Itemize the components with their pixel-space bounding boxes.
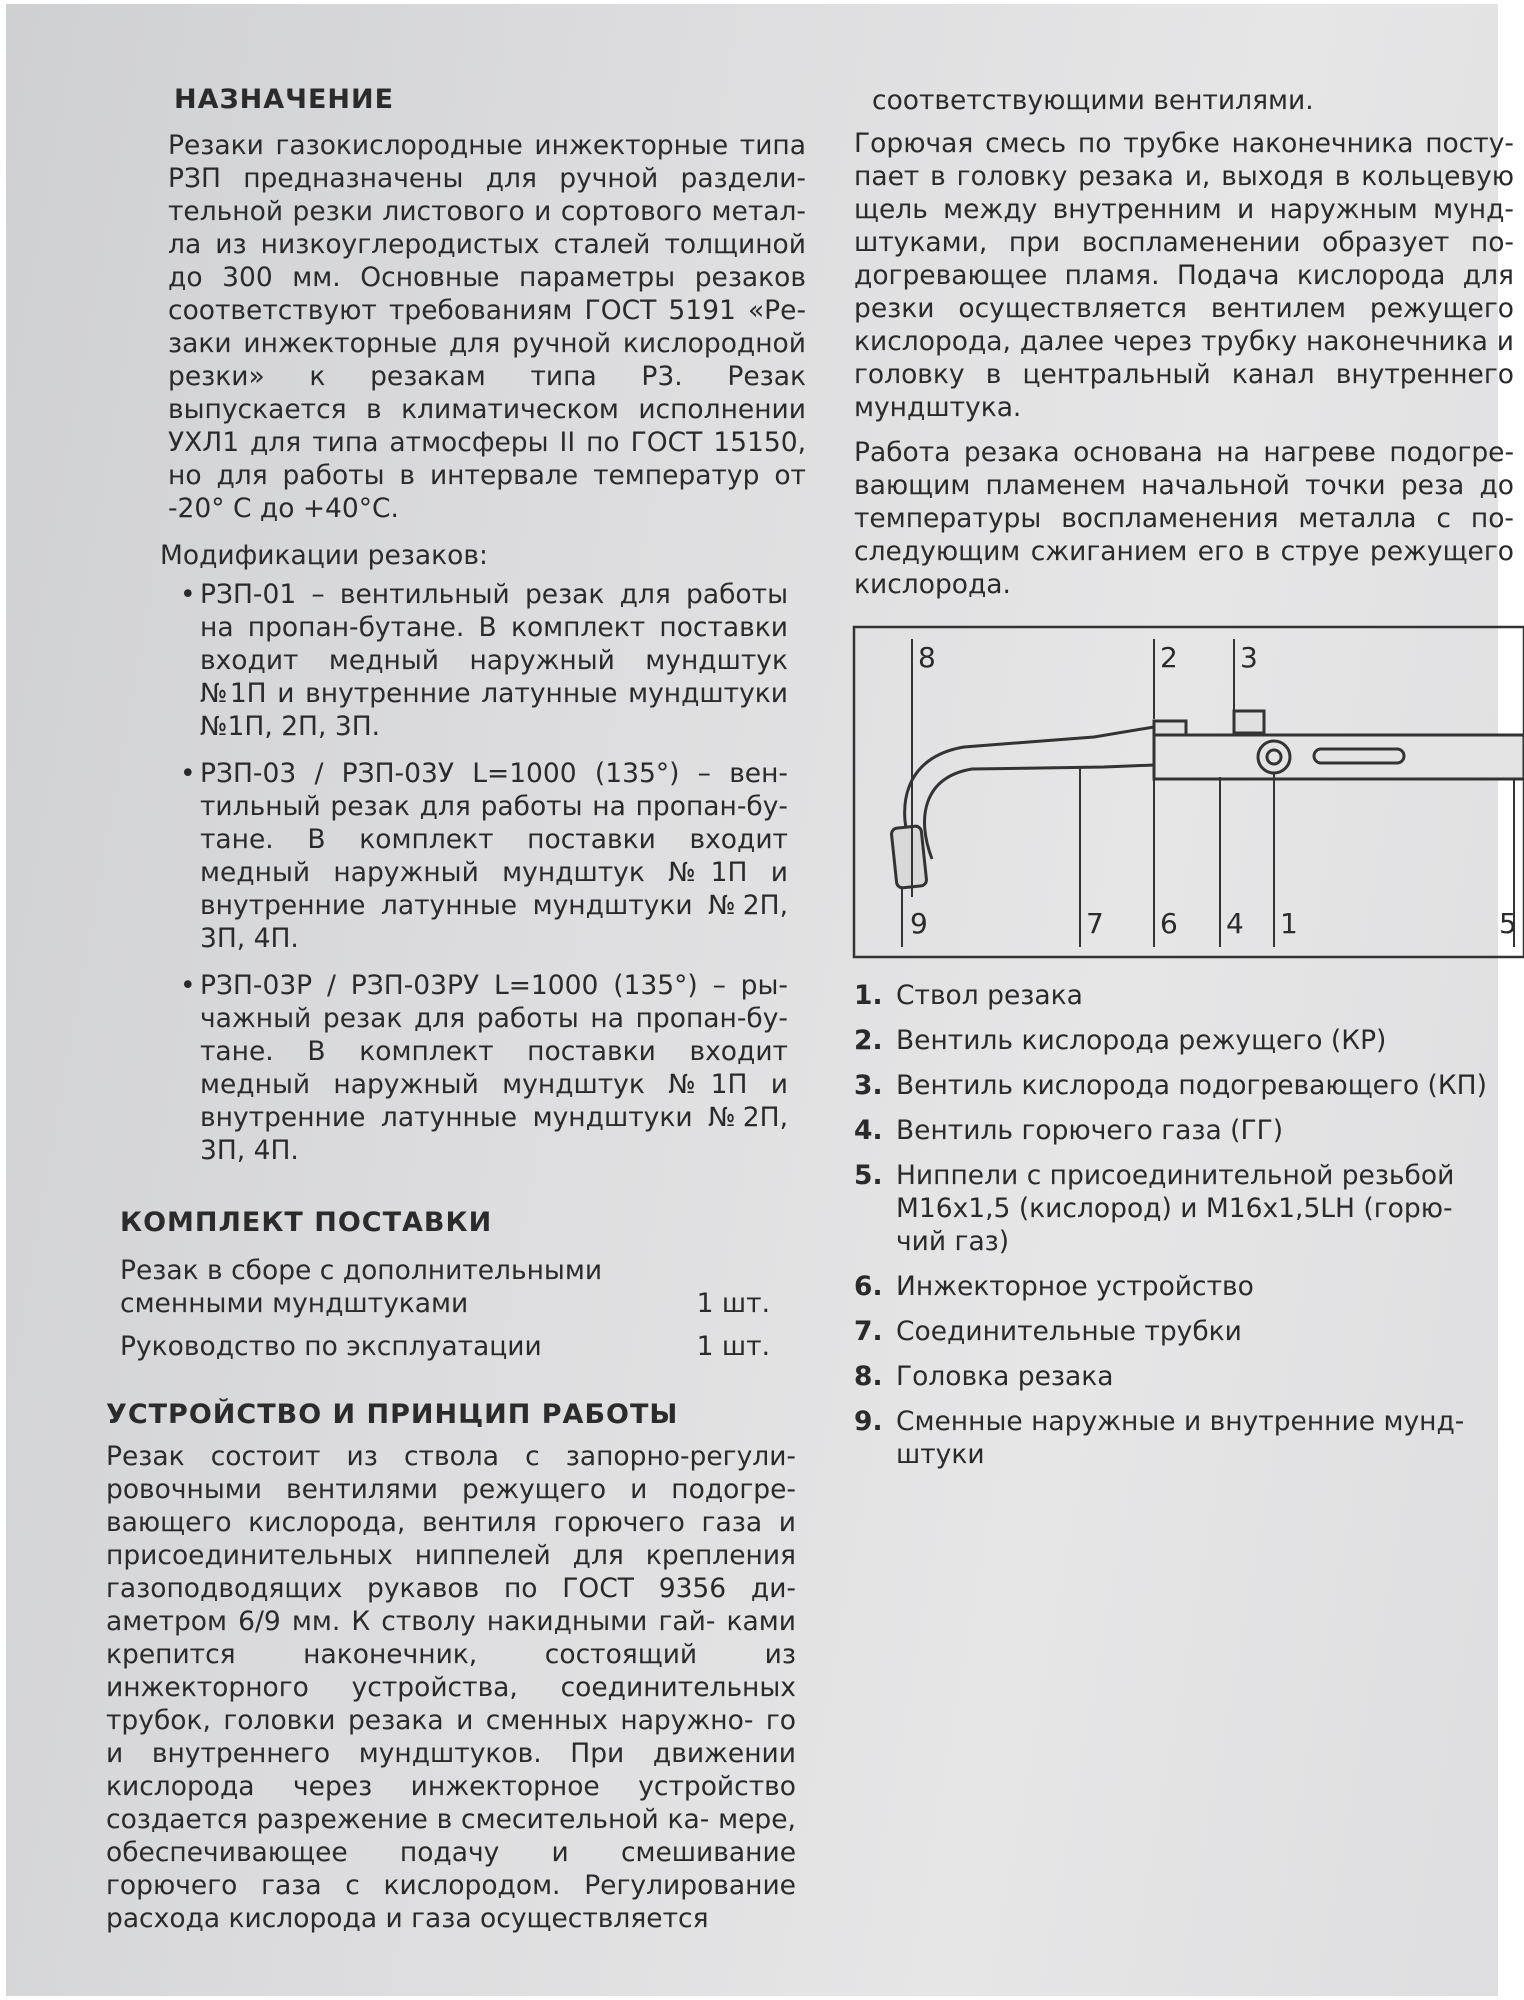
cutter-diagram [854,627,1524,967]
device-section [106,1399,806,1935]
modification-text: РЗП-03 / РЗП-03У L=1000 (135°) – вен- тильный резак для работы на пропан-бу- тане. В комплект поставки входит медный наружный мундштук №1П и внутренние латунные мундштуки №2П, 3П, 4П. [200,758,788,954]
legend-text: Головка резака [896,1361,1114,1392]
continuation-text: соответствующими вентилями. [872,85,1314,116]
kit-item-name: Руководство по эксплуатации [120,1331,542,1362]
list-item [854,1114,1494,1147]
bullet-icon: • [180,970,196,1001]
kit-item-qty: 1 шт. [696,1288,770,1319]
legend-text: Ствол резака [896,980,1083,1011]
diagram-label: 8 [918,641,936,674]
bullet-icon: • [180,758,196,789]
left-column [106,84,816,1935]
modification-text: РЗП-01 – вентильный резак для работы на пропан-бутане. В комплект поставки входит медный наружный мундштук №1П и внутренние латунные мундштуки №1П, 2П, 3П. [200,579,788,742]
kit-section [120,1207,780,1363]
purpose-heading: НАЗНАЧЕНИЕ [174,84,395,115]
list-item [172,578,788,743]
modification-text: РЗП-03Р / РЗП-03РУ L=1000 (135°) – ры- чажный резак для работы на пропан-бу- тане. В комплект поставки входит медный наружный мундштук №1П и внутренние латунные мундштуки №2П, 3П, 4П. [200,970,788,1166]
list-item [172,757,788,955]
list-item [854,1405,1494,1471]
legend-number: 4. [854,1115,883,1146]
purpose-text: Резаки газокислородные инжекторные типа РЗП предназначены для ручной раздели- тельной резки листового и сортового метал- ла из низкоуглеродистых сталей толщиной до 300 мм. Основные параметры резаков соответствуют требованиям ГОСТ 5191 «Ре- заки инжекторные для ручной кислородной резки» к резакам типа Р3. Резак выпускается в климатическом исполнении УХЛ1 для типа атмосферы II по ГОСТ 15150, но для работы в интервале температур от -20° С до +40°С. [168,130,806,524]
right-column [854,84,1517,1483]
legend-number: 1. [854,980,883,1011]
device-text: Резак состоит из ствола с запорно-регули- ровочными вентилями режущего и подогре- вающего кислорода, вентиля горючего газа и присоединительных ниппелей для крепления газоподводящих рукавов по ГОСТ 9356 ди- аметром 6/9 мм. К стволу накидными гай- ками крепится наконечник, состоящий из инжекторного устройства, соединительных трубок, головки резака и сменных наружно- го и внутреннего мундштуков. При движении кислорода через инжекторное устройство создается разрежение в смесительной ка- мере, обеспечивающее подачу и смешивание горючего газа с кислородом. Регулирование расхода кислорода и газа осуществляется [106,1441,796,1934]
diagram-label: 5 [1499,907,1517,940]
legend-text: Ниппели с присоединительной резьбой М16х1,5 (кислород) и М16х1,5LH (горю- чий газ) [896,1160,1455,1257]
list-item [854,1159,1494,1258]
kit-item-name: Резак в сборе с дополнительными сменными мундштуками [120,1255,603,1319]
legend-number: 3. [854,1070,883,1101]
kit-item [120,1330,780,1363]
list-item [854,1360,1494,1393]
principle-paragraph-2: Работа резака основана на нагреве подогре- вающим пламенем начальной точки реза до температуры воспламенения металла с по- следующим сжиганием его в струе режущего кислорода. [854,437,1514,600]
diagram-label: 1 [1280,907,1298,940]
legend-text: Вентиль кислорода режущего (КР) [896,1025,1387,1056]
kit-item-qty: 1 шт. [696,1331,770,1362]
device-heading: УСТРОЙСТВО И ПРИНЦИП РАБОТЫ [106,1399,679,1430]
diagram-label: 7 [1086,907,1104,940]
diagram-label: 4 [1226,907,1244,940]
list-item [854,1024,1494,1057]
cutter-drawing [854,627,1524,967]
diagram-legend [854,979,1494,1471]
modifications-list [172,578,788,1167]
modifications-title: Модификации резаков: [160,540,488,571]
list-item [854,1315,1494,1348]
legend-text: Соединительные трубки [896,1316,1242,1347]
kit-item [120,1254,780,1320]
manual-page [6,4,1517,1996]
diagram-label: 2 [1160,641,1178,674]
legend-number: 2. [854,1025,883,1056]
list-item [854,1069,1494,1102]
legend-text: Вентиль кислорода подогревающего (КП) [896,1070,1487,1101]
list-item [854,1270,1494,1303]
bullet-icon: • [180,579,196,610]
diagram-label: 9 [910,907,928,940]
legend-number: 7. [854,1316,883,1347]
legend-text: Сменные наружные и внутренние мунд- штуки [896,1406,1465,1470]
diagram-label: 6 [1160,907,1178,940]
legend-number: 9. [854,1406,883,1437]
diagram-label: 3 [1240,641,1258,674]
legend-number: 6. [854,1271,883,1302]
list-item [172,969,788,1167]
principle-paragraph-1: Горючая смесь по трубке наконечника посту- пает в головку резака и, выходя в кольцевую щель между внутренним и наружным мунд- штуками, при воспламенении образует по- догревающее пламя. Подача кислорода для резки осуществляется вентилем режущего кислорода, далее через трубку наконечника и головку в центральный канал внутреннего мундштука. [854,128,1514,423]
legend-number: 5. [854,1160,883,1191]
legend-text: Инжекторное устройство [896,1271,1254,1302]
list-item [854,979,1494,1012]
legend-text: Вентиль горючего газа (ГГ) [896,1115,1284,1146]
kit-heading: КОМПЛЕКТ ПОСТАВКИ [120,1207,493,1238]
legend-number: 8. [854,1361,883,1392]
